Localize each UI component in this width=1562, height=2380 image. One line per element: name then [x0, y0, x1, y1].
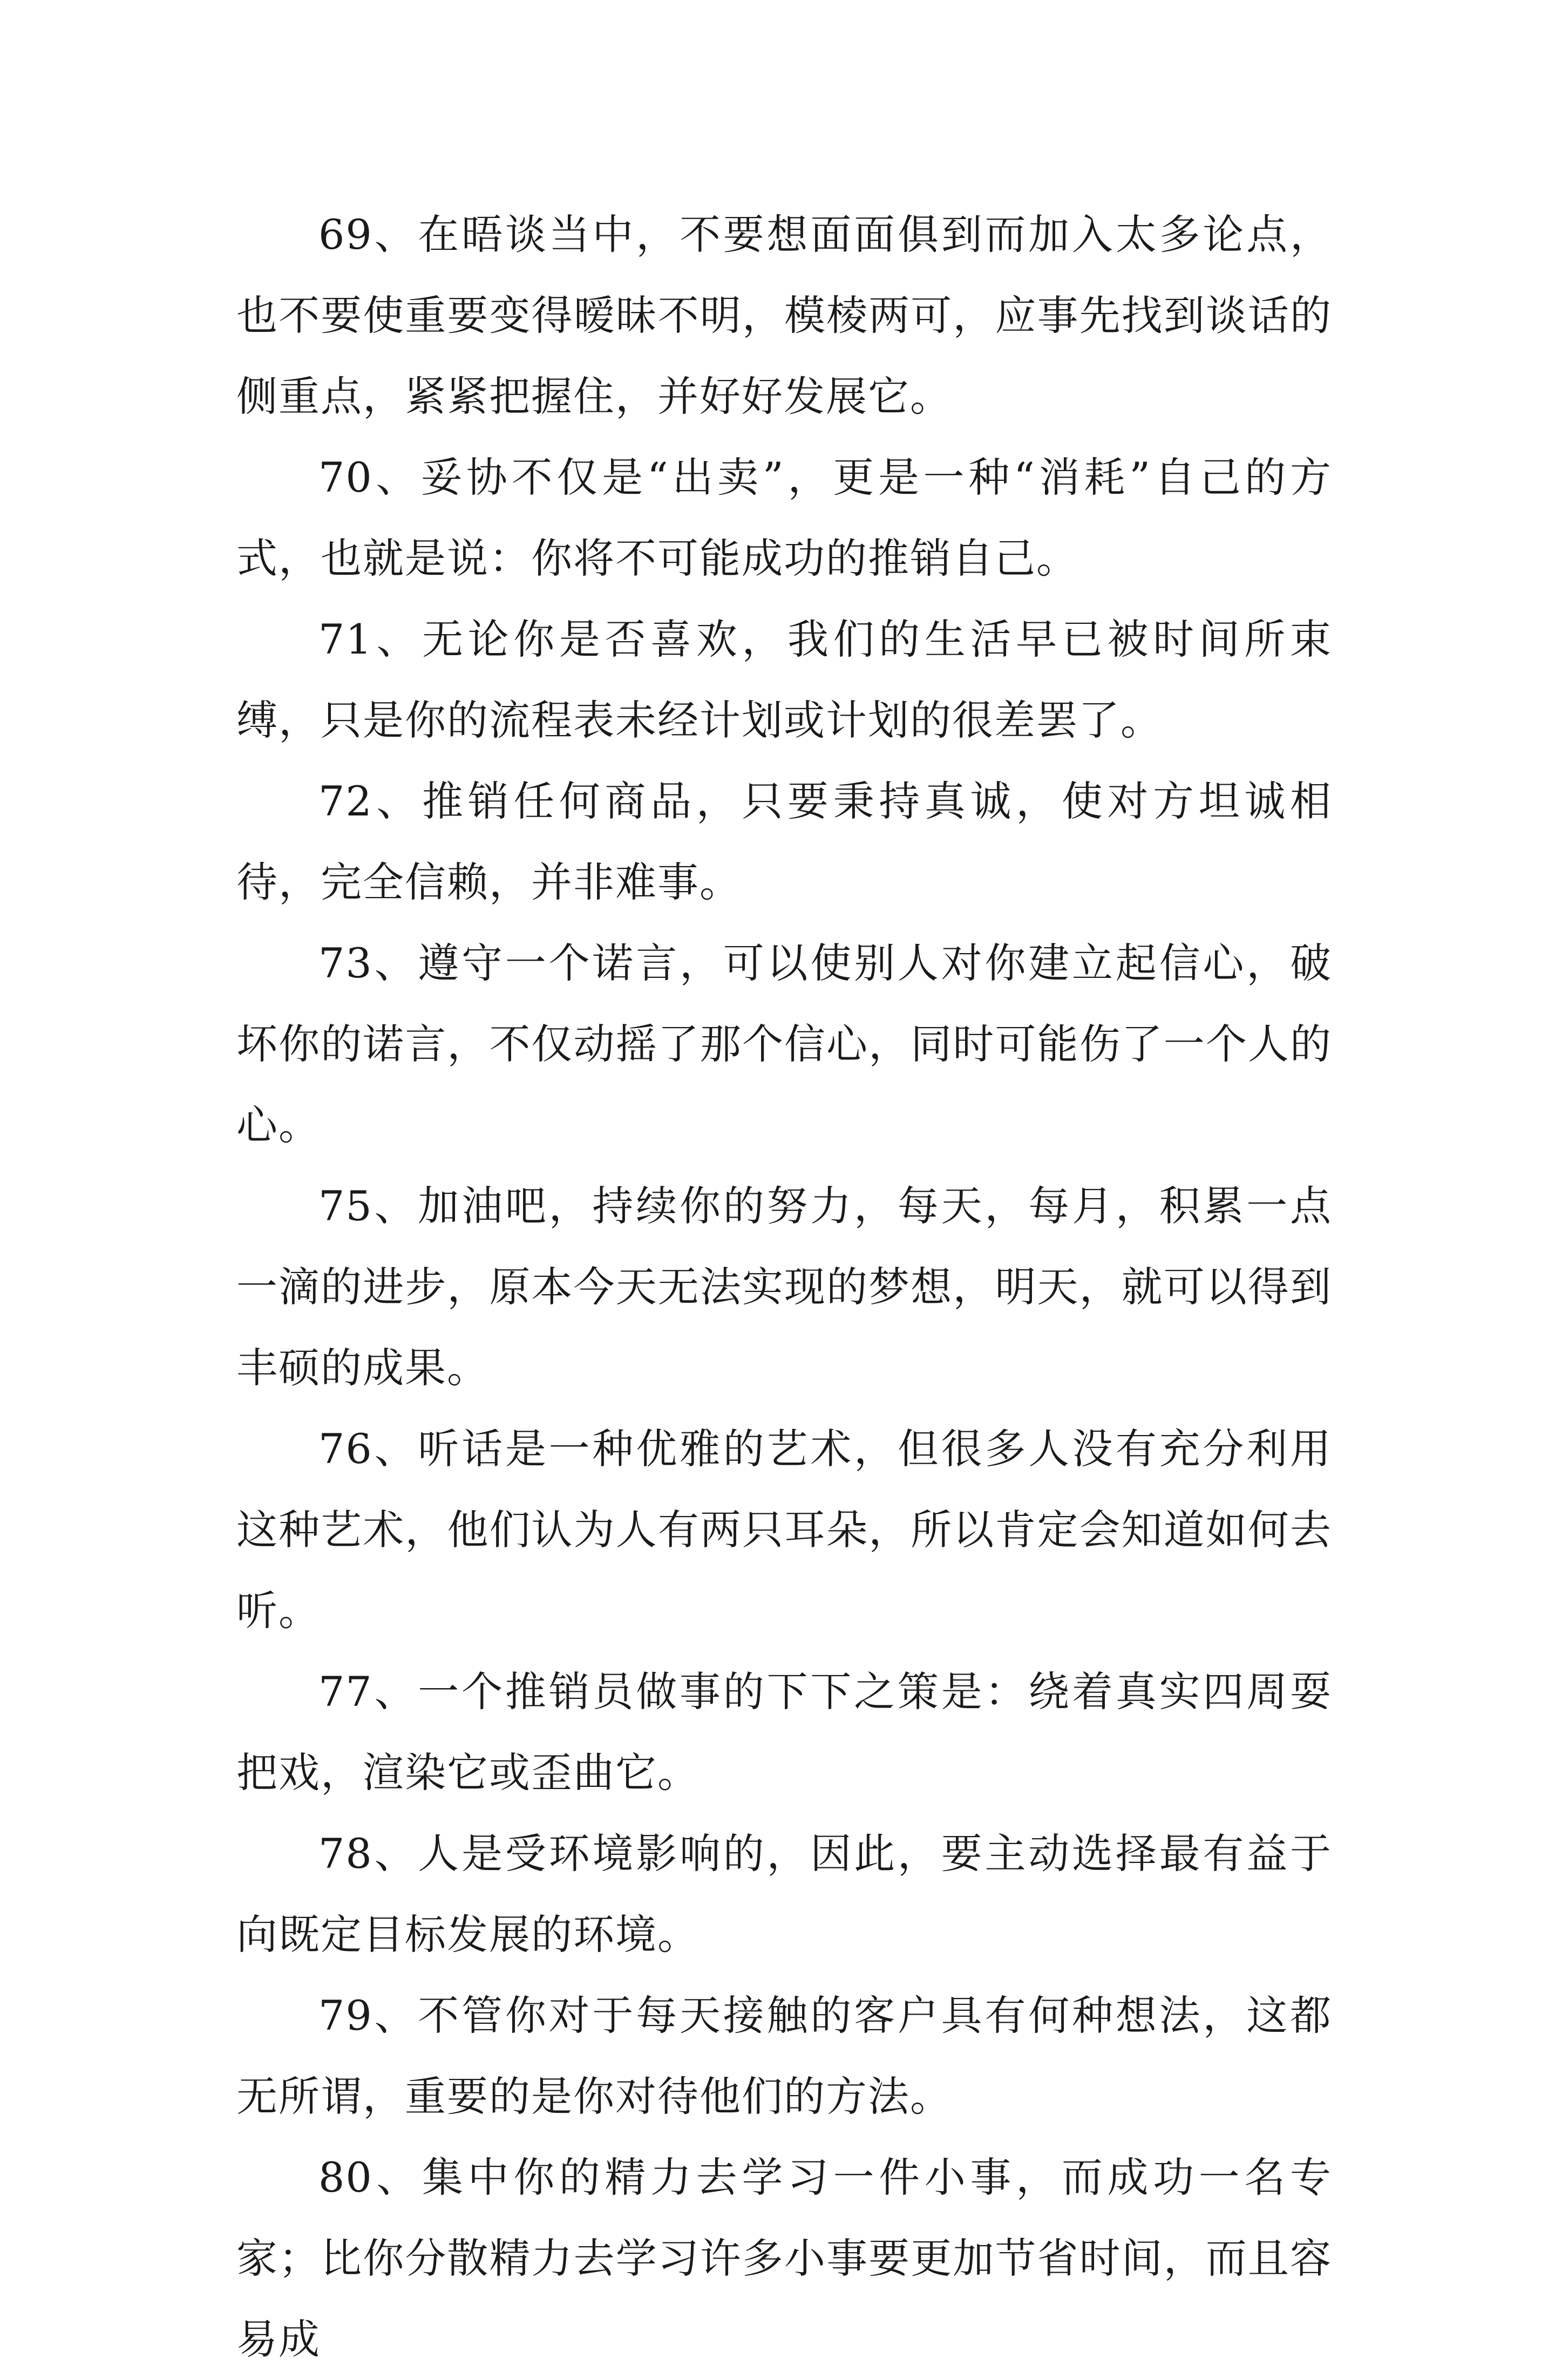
paragraph-73: 73、遵守一个诺言，可以使别人对你建立起信心，破坏你的诺言，不仅动摇了那个信心，同时可能伤了一个人的心。 — [236, 939, 1332, 1149]
paragraph-75: 75、加油吧，持续你的努力，每天，每月，积累一点一滴的进步，原本今天无法实现的梦想，明天，就可以得到丰硕的成果。 — [236, 1182, 1332, 1392]
paragraph-76: 76、听话是一种优雅的艺术，但很多人没有充分利用这种艺术，他们认为人有两只耳朵，所以肯定会知道如何去听。 — [236, 1425, 1332, 1635]
paragraph-71: 71、无论你是否喜欢，我们的生活早已被时间所束缚，只是你的流程表未经计划或计划的很差罢了。 — [236, 615, 1332, 744]
paragraph-78: 78、人是受环境影响的，因此，要主动选择最有益于向既定目标发展的环境。 — [236, 1830, 1332, 1959]
paragraph-80: 80、集中你的精力去学习一件小事，而成功一名专家；比你分散精力去学习许多小事要更加节省时间，而且容易成 — [236, 2153, 1332, 2363]
paragraph-72: 72、推销任何商品，只要秉持真诚，使对方坦诚相待，完全信赖，并非难事。 — [236, 777, 1332, 906]
paragraph-70: 70、妥协不仅是“出卖”，更是一种“消耗”自己的方式，也就是说：你将不可能成功的推销自己。 — [236, 453, 1332, 582]
paragraph-77: 77、一个推销员做事的下下之策是：绕着真实四周耍把戏，渲染它或歪曲它。 — [236, 1668, 1332, 1797]
paragraph-79: 79、不管你对于每天接触的客户具有何种想法，这都无所谓，重要的是你对待他们的方法。 — [236, 1991, 1332, 2120]
document-body — [236, 194, 1332, 2380]
paragraph-69: 69、在晤谈当中，不要想面面俱到而加入太多论点，也不要使重要变得暧昧不明，模棱两可，应事先找到谈话的侧重点，紧紧把握住，并好好发展它。 — [236, 210, 1332, 420]
